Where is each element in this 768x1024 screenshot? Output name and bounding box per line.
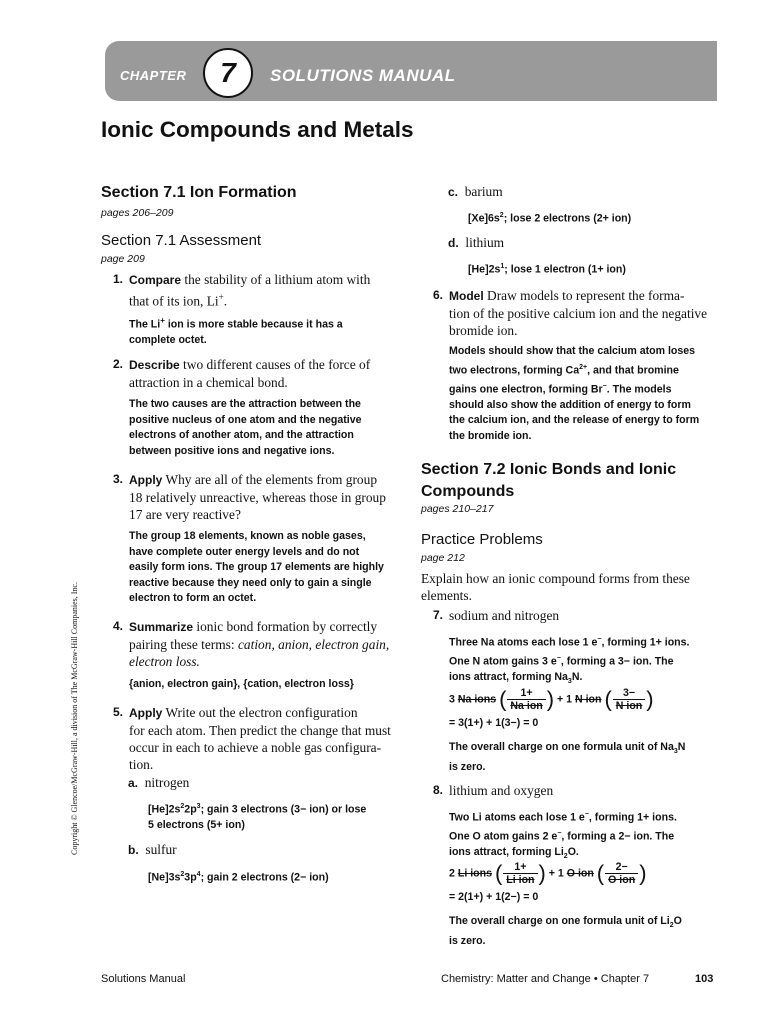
question-number: 6.	[432, 288, 443, 302]
answer-5d: $[He]2s^1$; lose 1 electron (1+ ion)	[468, 263, 626, 276]
question-number: 3.	[112, 472, 123, 486]
assessment-heading: Section 7.1 Assessment	[101, 232, 262, 249]
question-number: 2.	[112, 357, 123, 371]
section-7-1-pages: pages 206–209	[101, 207, 174, 219]
answer-2: The two causes are the attraction between the positive nucleus of one atom and the negative electrons of another atom, and the attraction between positive ions and negative ions.	[129, 398, 362, 457]
answer-8: Two Li atoms each lose 1 e−, forming 1+ ions. One O atom gains 2 e−, forming a 2− ion. The ions attract, forming $Li_2O$.	[449, 811, 677, 861]
question-number: 7.	[432, 608, 443, 622]
question-number: 1.	[112, 272, 123, 286]
chapter-label: CHAPTER	[120, 68, 187, 83]
equation-8-result: = 2(1+) + 1(2−) = 0	[449, 891, 539, 903]
question-3: Apply Why are all of the elements from group 18 relatively unreactive, whereas those in group 17 are very reactive?	[129, 472, 386, 522]
question-5b: b. sulfur	[128, 842, 177, 857]
solutions-manual-label: SOLUTIONS MANUAL	[270, 66, 456, 85]
conclusion-7: The overall charge on one formula unit of $Na_3N$ is zero.	[449, 741, 686, 773]
section-7-2-heading: Section 7.2 Ionic Bonds and Ionic Compounds	[421, 461, 677, 500]
copyright-notice: Copyright © Glencoe/McGraw-Hill, a division of The McGraw-Hill Companies, Inc.	[70, 582, 79, 855]
question-number: 5.	[112, 705, 123, 719]
equation-8: 2 Li ions ( $\frac{1+}{\text{Li ion}}$ ) + 1 O ion ( $\frac{2-}{\text{O ion}}$ )	[449, 860, 647, 886]
chapter-number: 7	[203, 48, 253, 98]
question-5c: c. barium	[448, 184, 503, 199]
answer-5b: $[Ne]3s^23p^4$; gain 2 electrons (2− ion)	[148, 871, 329, 884]
practice-problems-heading: Practice Problems	[421, 531, 543, 548]
practice-problems-pages: page 212	[421, 552, 465, 564]
equation-7-result: = 3(1+) + 1(3−) = 0	[449, 717, 539, 729]
section-7-2-pages: pages 210–217	[421, 503, 494, 515]
question-5: Apply Write out the electron configuration for each atom. Then predict the change that must occur in each to achieve a noble gas configura- tion.	[129, 705, 391, 772]
question-6: Model Draw models to represent the forma- tion of the positive calcium ion and the negative bromide ion.	[449, 288, 708, 338]
question-number: 4.	[112, 619, 123, 633]
practice-intro: Explain how an ionic compound forms from these elements.	[421, 571, 690, 603]
question-4: Summarize ionic bond formation by correctly pairing these terms: cation, anion, electron gain, electron loss.	[129, 619, 390, 669]
answer-5c: $[Xe]6s^2$; lose 2 electrons (2+ ion)	[468, 212, 632, 225]
answer-3: The group 18 elements, known as noble gases, have complete outer energy levels and do not easily form ions. The group 17 elements are highly reactive because they need only to gain a single electron to form an octet.	[129, 530, 384, 605]
page-title: Ionic Compounds and Metals	[101, 117, 414, 142]
footer-right: Chemistry: Matter and Change • Chapter 7	[441, 973, 650, 985]
answer-1: The Li+ ion is more stable because it has a complete octet.	[129, 316, 343, 347]
footer-left: Solutions Manual	[101, 973, 186, 985]
question-number: 8.	[432, 783, 443, 797]
question-8: lithium and oxygen	[449, 783, 554, 798]
question-1: Compare the stability of a lithium atom with that of its ion, Li+.	[129, 272, 371, 309]
answer-4: {anion, electron gain}, {cation, electron loss}	[129, 678, 354, 690]
answer-5a: $[He]2s^22p^3$; gain 3 electrons (3− ion) or lose 5 electrons (5+ ion)	[148, 803, 367, 832]
assessment-pages: page 209	[101, 253, 145, 265]
question-5a: a. nitrogen	[128, 775, 190, 790]
question-5d: d. lithium	[448, 235, 505, 250]
conclusion-8: The overall charge on one formula unit of $Li_2O$ is zero.	[449, 915, 682, 947]
question-7: sodium and nitrogen	[449, 608, 560, 623]
section-7-1-heading: Section 7.1 Ion Formation	[101, 184, 297, 201]
answer-6: Models should show that the calcium atom loses two electrons, forming $Ca^{2+}$, and that bromine gains one electron, forming Br−. The models should also show the addition of energy to form the calcium ion, and the release of energy to form the bromide ion.	[449, 345, 700, 443]
question-2: Describe two different causes of the force of attraction in a chemical bond.	[129, 357, 371, 390]
equation-7: 3 Na ions ( $\frac{1+}{\text{Na ion}}$ ) + 1 N ion ( $\frac{3-}{\text{N ion}}$ )	[449, 686, 654, 712]
page-number: 103	[695, 973, 714, 985]
answer-7: Three Na atoms each lose 1 e−, forming 1+ ions. One N atom gains 3 e−, forming a 3− ion. The ions attract, forming $Na_3N$.	[449, 636, 690, 686]
